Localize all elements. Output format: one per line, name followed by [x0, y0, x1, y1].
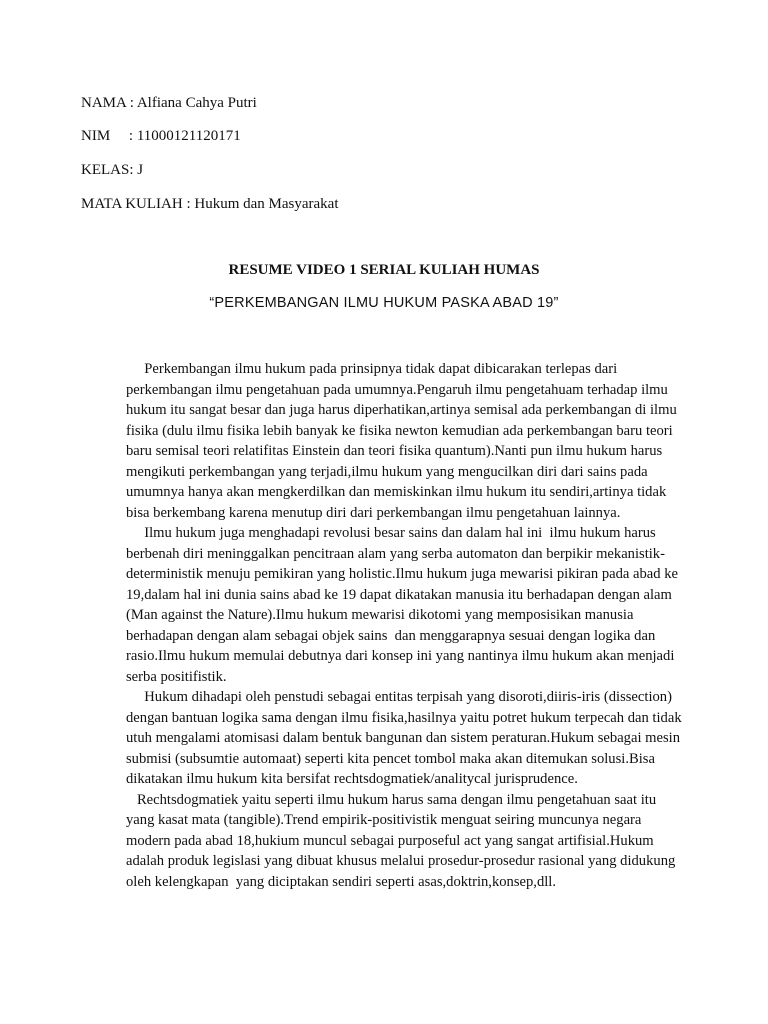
body-line: berbenah diri meninggalkan pencitraan alam yang serba automaton dan berpikir mekanistik-: [126, 545, 665, 562]
body-line: modern pada abad 18,hukium muncul sebagai purposeful act yang sangat artifisial.Hukum: [126, 832, 654, 849]
body-line: perkembangan ilmu pengetahuan pada umumnya.Pengaruh ilmu pengetahuam terhadap ilmu: [126, 381, 668, 398]
body-line: berhadapan dengan alam sebagai objek sains dan menggarapnya sesuai dengan logika dan: [126, 627, 656, 644]
body-line: bisa berkembang karena menutup diri dari perkembangan ilmu pengetahuan lainnya.: [126, 504, 621, 521]
body-line: utuh mengalami atomisasi dalam bentuk bangunan dan sistem peraturan.Hukum sebagai mesin: [126, 730, 681, 746]
body-line: Hukum dihadapi oleh penstudi sebagai entitas terpisah yang disoroti,diiris-iris (dissection): [126, 689, 672, 705]
body-line: deterministik menuju pemikiran yang holistic.Ilmu hukum juga mewarisi pikiran pada abad ke: [126, 566, 678, 582]
student-class: KELAS: J: [81, 162, 144, 178]
body-line: dengan bantuan logika sama dengan ilmu fisika,hasilnya yaitu potret hukum terpecah dan tidak: [126, 709, 682, 726]
body-line: yang kasat mata (tangible).Trend empirik-positivistik menguat seiring muncunya negara: [126, 812, 642, 828]
body-line: 19,dalam hal ini dunia sains abad ke 19 dapat dikatakan manusia itu berhadapan dengan alam: [126, 586, 672, 603]
document-title: RESUME VIDEO 1 SERIAL KULIAH HUMAS: [228, 262, 540, 278]
body-line: Ilmu hukum juga menghadapi revolusi besar sains dan dalam hal ini ilmu hukum harus: [126, 525, 656, 541]
document-subtitle: “PERKEMBANGAN ILMU HUKUM PASKA ABAD 19”: [209, 295, 559, 311]
body-line: submisi (subsumtie automaat) seperti kita pencet tombol maka akan ditemukan solusi.Bisa: [126, 750, 655, 767]
body-line: fisika (dulu ilmu fisika lebih banyak ke fisika newton kemudian ada perkembangan baru teori: [126, 422, 673, 439]
body-line: (Man against the Nature).Ilmu hukum mewarisi dikotomi yang memposisikan manusia: [126, 607, 634, 623]
body-line: baru semisal teori relatifitas Einstein dan teori fisika quantum).Nanti pun ilmu hukum harus: [126, 443, 663, 459]
course-name: MATA KULIAH : Hukum dan Masyarakat: [81, 196, 339, 212]
body-line: Perkembangan ilmu hukum pada prinsipnya tidak dapat dibicarakan terlepas dari: [126, 361, 618, 377]
body-line: oleh kelengkapan yang diciptakan sendiri seperti asas,doktrin,konsep,dll.: [126, 873, 556, 890]
body-line: hukum itu sangat besar dan juga harus diperhatikan,artinya semisal ada perkembangan di ilmu: [126, 402, 677, 418]
body-line: umumnya hanya akan mengkerdilkan dan memiskinkan ilmu hukum itu sendiri,artinya tidak: [126, 484, 667, 500]
body-line: rasio.Ilmu hukum memulai debutnya dari konsep ini yang nantinya ilmu hukum akan menjadi: [126, 648, 675, 664]
body-line: dikatakan ilmu hukum kita bersifat rechtsdogmatiek/analitycal jurisprudence.: [126, 771, 578, 787]
body-line: Rechtsdogmatiek yaitu seperti ilmu hukum harus sama dengan ilmu pengetahuan saat itu: [126, 791, 657, 808]
body-line: adalah produk legislasi yang dibuat khusus melalui prosedur-prosedur rasional yang didukung: [126, 853, 676, 869]
body-line: mengikuti perkembangan yang terjadi,ilmu hukum yang mengucilkan diri dari sains pada: [126, 463, 648, 480]
student-nim: NIM : 11000121120171: [81, 128, 241, 144]
student-name: NAMA : Alfiana Cahya Putri: [81, 95, 257, 111]
body-paragraphs: [126, 359, 706, 892]
body-line: serba positifistik.: [126, 668, 227, 685]
